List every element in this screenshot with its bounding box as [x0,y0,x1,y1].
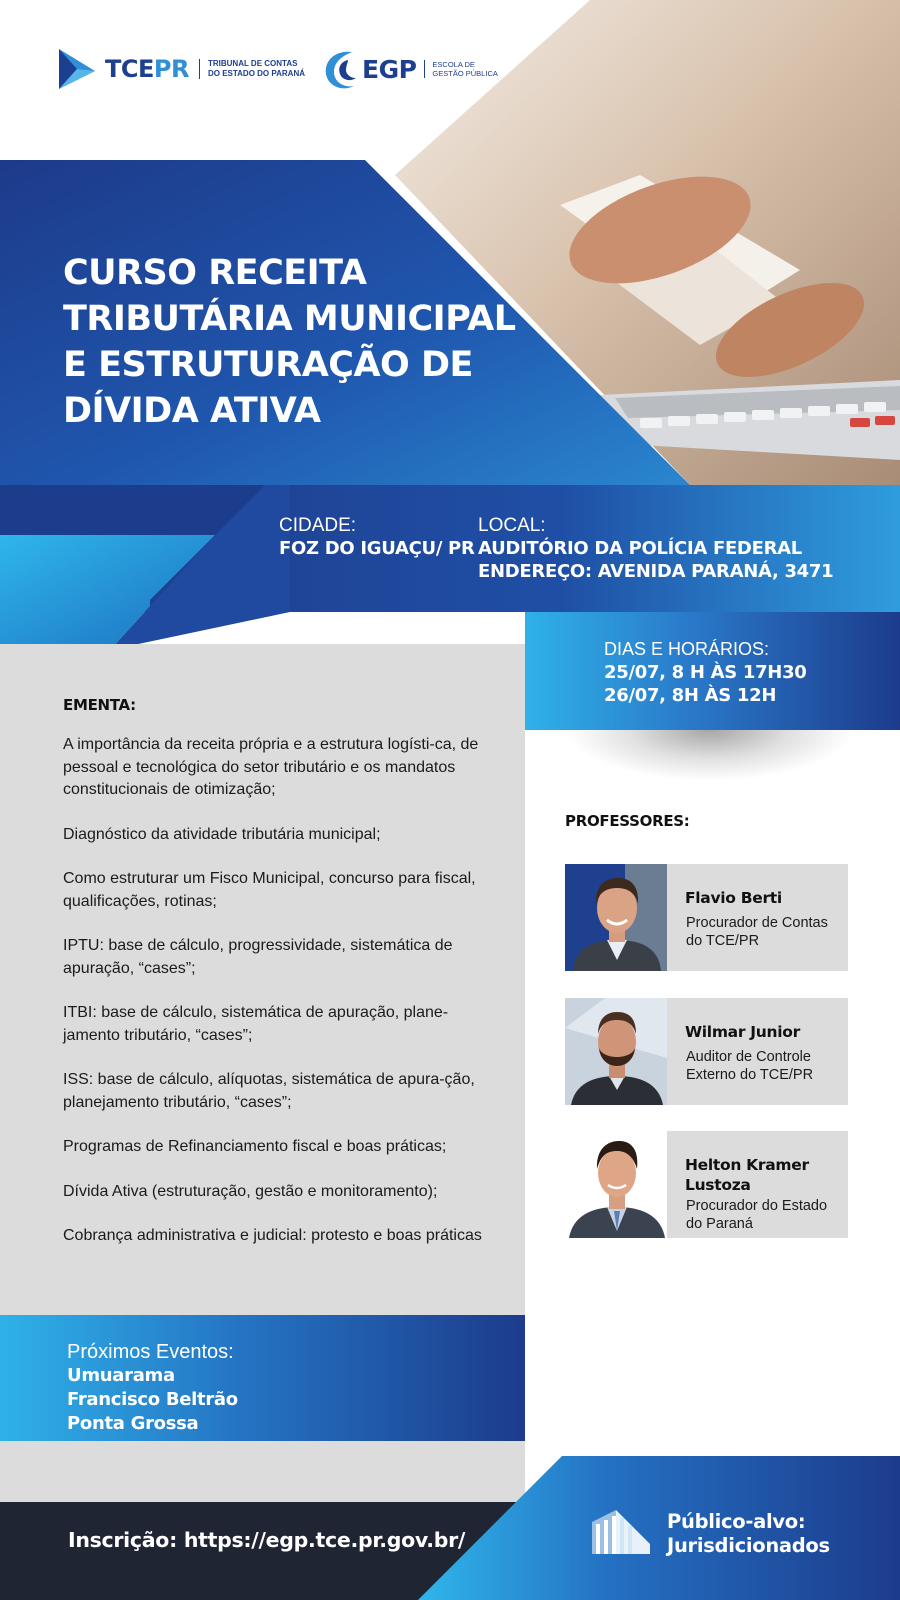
venue-info [478,514,898,583]
tce-subtitle: TRIBUNAL DE CONTAS DO ESTADO DO PARANÁ [199,59,305,79]
city-info [279,514,479,560]
ementa-list [63,734,493,1270]
registration-link[interactable]: Inscrição: https://egp.tce.pr.gov.br/ [68,1528,466,1552]
egp-subtitle: ESCOLA DE GESTÃO PÚBLICA [424,60,497,78]
schedule-slot: 26/07, 8H ÀS 12H [604,685,777,706]
ementa-item: Programas de Refinanciamento fiscal e boas práticas; [63,1138,447,1155]
course-title: CURSO RECEITA TRIBUTÁRIA MUNICIPAL E ESTRUTURAÇÃO DE DÍVIDA ATIVA [63,253,516,431]
professor-photo [565,1131,667,1238]
city-label: CIDADE: [279,515,357,536]
event-city: Umuarama [67,1365,175,1386]
event-city: Ponta Grossa [67,1413,199,1434]
ementa-item: Diagnóstico da atividade tributária municipal; [63,825,381,843]
events-label: Próximos Eventos: [67,1341,234,1363]
egp-swirl-icon [322,46,360,92]
professor-role: Auditor de Controle Externo do TCE/PR [686,1049,814,1083]
ementa-title: EMENTA: [63,696,136,714]
building-columns-icon [586,1508,652,1556]
tce-brand: TCEPR [105,55,189,83]
tce-logo[interactable] [57,46,305,92]
schedule-slot: 25/07, 8 H ÀS 17H30 [604,662,807,683]
professor-name: Flavio Berti [685,889,782,907]
ementa-item: Cobrança administrativa e judicial: protesto e boas práticas [63,1227,482,1244]
venue-label: LOCAL: [478,515,546,536]
ementa-item: IPTU: base de cálculo, progressividade, sistemática de apuração, “cases”; [63,937,453,977]
professor-card [565,1131,848,1238]
venue-value: AUDITÓRIO DA POLÍCIA FEDERAL [478,538,802,559]
professor-card [565,998,848,1105]
target-audience-value: Jurisdicionados [667,1534,830,1557]
upcoming-events [67,1340,238,1436]
professor-photo [565,998,667,1105]
event-city: Francisco Beltrão [67,1389,238,1410]
egp-brand: EGP [362,54,417,84]
city-value: FOZ DO IGUAÇU/ PR [279,538,475,559]
schedule-label: DIAS E HORÁRIOS: [604,639,770,659]
professor-photo [565,864,667,971]
address-value: ENDEREÇO: AVENIDA PARANÁ, 3471 [478,561,834,582]
professor-role: Procurador de Contas do TCE/PR [686,915,828,949]
professor-name: Wilmar Junior [685,1023,800,1041]
ementa-item: A importância da receita própria e a estrutura logísti-ca, de pessoal e tecnológica do setor tributário e os mandatos constitucionais de otimização; [63,736,479,798]
schedule-info [604,638,807,707]
professors-title: PROFESSORES: [565,812,690,830]
professor-name: Helton Kramer Lustoza [685,1156,809,1194]
target-audience [667,1510,830,1558]
professor-card [565,864,848,971]
tce-pyramid-icon [57,47,97,91]
ementa-item: Como estruturar um Fisco Municipal, concurso para fiscal, qualificações, rotinas; [63,870,476,910]
professor-role: Procurador do Estado do Paraná [686,1198,828,1232]
schedule-shadow [570,730,850,780]
ementa-item: ITBI: base de cálculo, sistemática de apuração, plane-jamento tributário, “cases”; [63,1004,449,1044]
ementa-item: ISS: base de cálculo, alíquotas, sistemática de apura-ção, planejamento tributário, “cases”; [63,1071,475,1111]
egp-logo[interactable] [322,46,498,92]
target-audience-label: Público-alvo: [667,1510,806,1533]
ementa-item: Dívida Ativa (estruturação, gestão e monitoramento); [63,1182,438,1200]
